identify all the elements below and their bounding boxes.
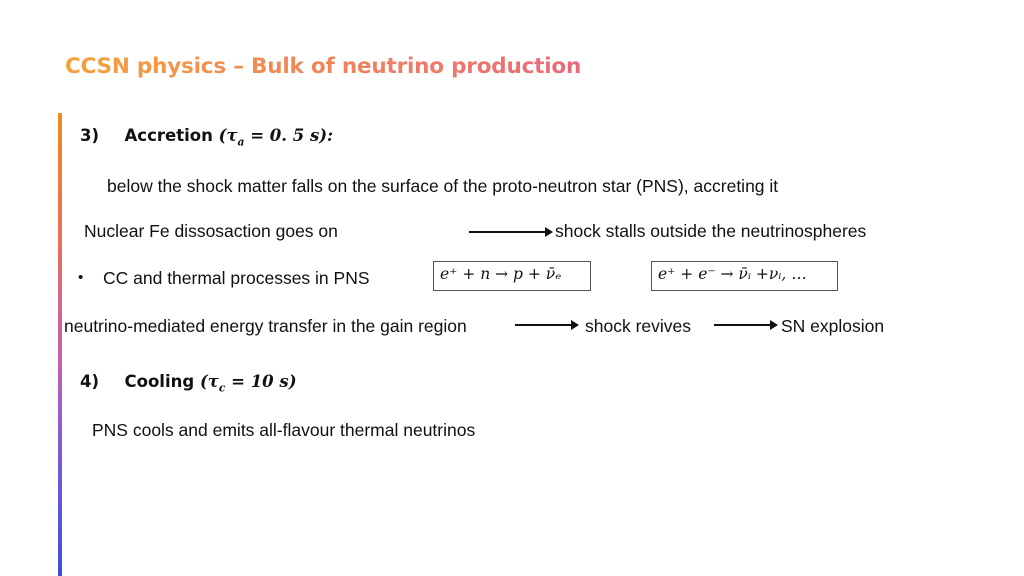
section-3-number: 3) xyxy=(80,126,100,145)
section-4-label: Cooling xyxy=(124,372,195,391)
equation-2: e⁺ + e⁻ → ν̄ᵢ +νᵢ, … xyxy=(658,265,807,283)
accent-bar xyxy=(58,113,62,576)
chain-step-3: SN explosion xyxy=(781,316,885,336)
equation-1: e⁺ + n → p + ν̄ₑ xyxy=(440,265,562,283)
cooling-line-1: PNS cools and emits all-flavour thermal neutrinos xyxy=(92,420,476,440)
section-3-label: Accretion xyxy=(124,126,213,145)
bullet-icon: • xyxy=(78,269,84,286)
arrow-right-icon xyxy=(515,324,572,326)
fe-dissociation-text: Nuclear Fe dissosaction goes on xyxy=(84,221,338,241)
equation-box-1 xyxy=(433,261,591,291)
chain-step-1: neutrino-mediated energy transfer in the gain region xyxy=(64,316,467,336)
section-3-param: ($\tau_a = 0$. 5 s): xyxy=(218,126,334,149)
chain-step-2: shock revives xyxy=(585,316,692,336)
page-title: CCSN physics – Bulk of neutrino production xyxy=(65,54,582,79)
cc-thermal-text: CC and thermal processes in PNS xyxy=(103,268,370,288)
equation-box-2 xyxy=(651,261,838,291)
section-3-heading xyxy=(80,126,333,148)
shock-stalls-text: shock stalls outside the neutrinospheres xyxy=(555,221,867,241)
arrow-right-icon xyxy=(469,231,546,233)
section-4-param: ($\tau_c = 10$ s) xyxy=(199,372,297,395)
arrow-right-icon xyxy=(714,324,771,326)
section-4-heading xyxy=(80,372,297,394)
section-4-number: 4) xyxy=(80,372,100,391)
accretion-line-1: below the shock matter falls on the surface of the proto-neutron star (PNS), accreting it xyxy=(107,176,779,196)
